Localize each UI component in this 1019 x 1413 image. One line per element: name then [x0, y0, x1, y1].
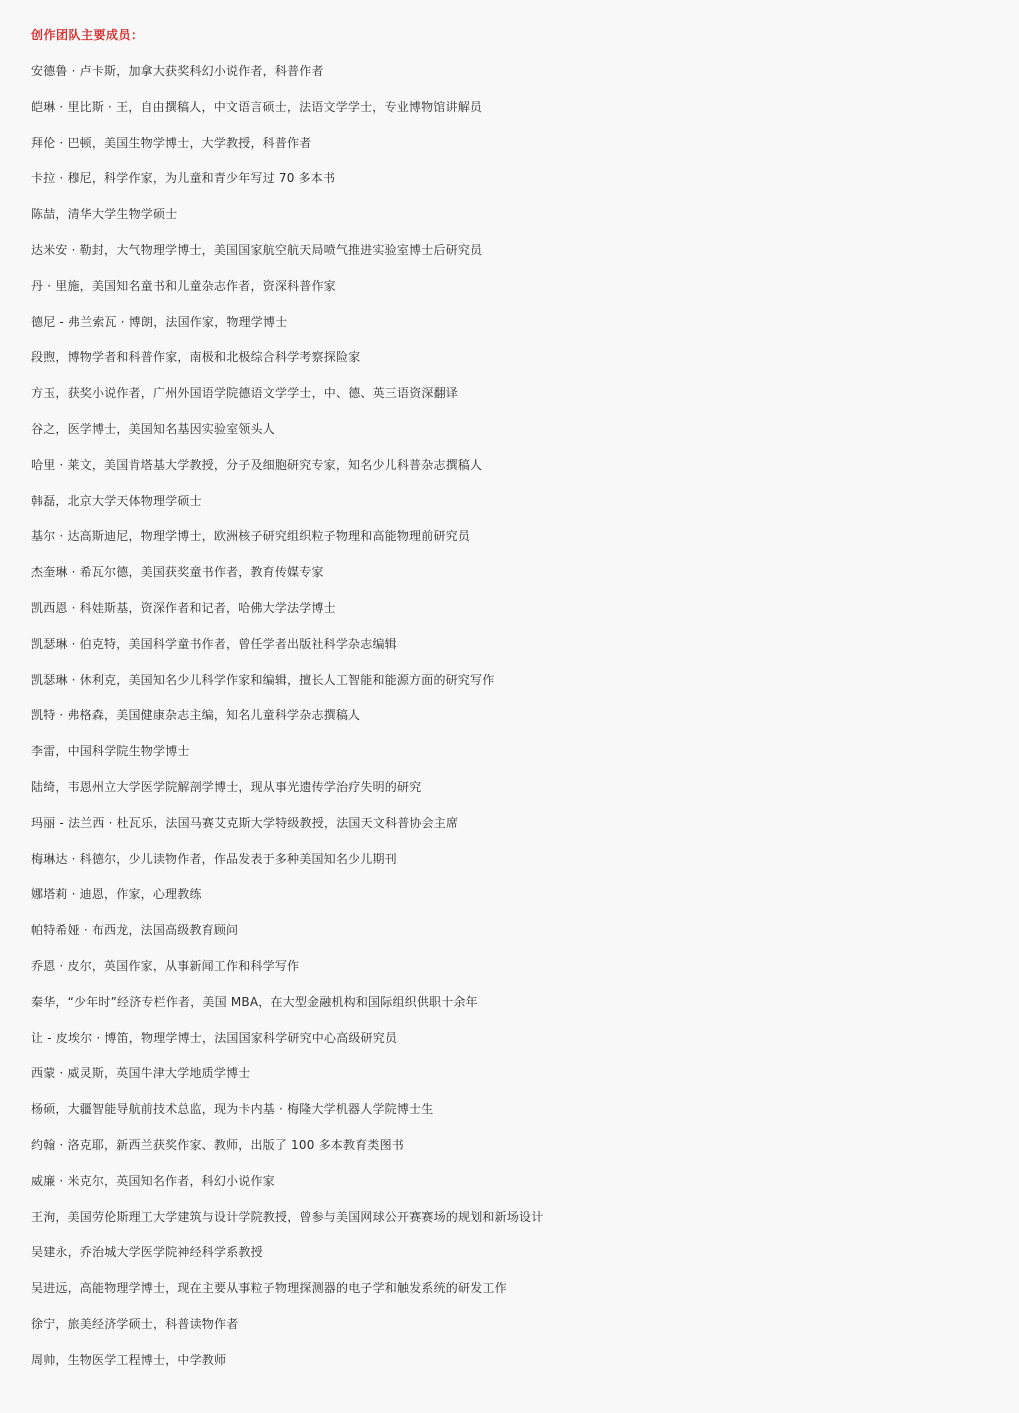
member-item: 威廉 · 米克尔，英国知名作者，科幻小说作家	[31, 1173, 275, 1188]
member-item: 段煦，博物学者和科普作家，南极和北极综合科学考察探险家	[31, 350, 361, 365]
member-item: 娜塔莉 · 迪恩，作家，心理教练	[31, 887, 202, 902]
member-item: 安德鲁 · 卢卡斯，加拿大获奖科幻小说作者，科普作者	[31, 64, 324, 78]
member-item: 皑琳 · 里比斯 · 王，自由撰稿人，中文语言硕士，法语文学学士，专业博物馆讲解员	[31, 99, 483, 114]
member-item: 韩磊，北京大学天体物理学硕士	[31, 493, 202, 508]
member-item: 凯瑟琳 · 休利克，美国知名少儿科学作家和编辑，擅长人工智能和能源方面的研究写作	[31, 672, 495, 687]
member-item: 卡拉 · 穆尼，科学作家，为儿童和青少年写过 70 多本书	[31, 171, 336, 186]
member-item: 方玉，获奖小说作者，广州外国语学院德语文学学士，中、德、英三语资深翻译	[31, 386, 459, 401]
member-item: 杰奎琳 · 希瓦尔德，美国获奖童书作者，教育传媒专家	[31, 565, 324, 580]
member-item: 梅琳达 · 科德尔，少儿读物作者，作品发表于多种美国知名少儿期刊	[31, 851, 397, 866]
member-item: 玛丽 - 法兰西 · 杜瓦乐，法国马赛艾克斯大学特级教授，法国天文科普协会主席	[31, 815, 459, 830]
member-item: 乔恩 · 皮尔，英国作家，从事新闻工作和科学写作	[31, 958, 300, 973]
member-item: 让 - 皮埃尔 · 博笛，物理学博士，法国国家科学研究中心高级研究员	[31, 1030, 398, 1045]
member-item: 哈里 · 莱文，美国肯塔基大学教授，分子及细胞研究专家，知名少儿科普杂志撰稿人	[31, 457, 483, 472]
member-item: 陈喆，清华大学生物学硕士	[31, 207, 178, 222]
member-item: 基尔 · 达高斯迪尼，物理学博士，欧洲核子研究组织粒子物理和高能物理前研究员	[31, 529, 471, 544]
member-item: 拜伦 · 巴顿，美国生物学博士，大学教授，科普作者	[31, 135, 312, 150]
member-item: 达米安 · 勒封，大气物理学博士，美国国家航空航天局喷气推进实验室博士后研究员	[31, 242, 483, 257]
member-item: 陆绮，韦恩州立大学医学院解剖学博士，现从事光遗传学治疗失明的研究	[31, 779, 422, 794]
member-item: 徐宁，旅美经济学硕士，科普读物作者	[31, 1316, 239, 1331]
member-item: 王洵，美国劳伦斯理工大学建筑与设计学院教授，曾参与美国网球公开赛赛场的规划和新场设计	[31, 1209, 544, 1224]
member-item: 吴进远，高能物理学博士，现在主要从事粒子物理探测器的电子学和触发系统的研发工作	[31, 1281, 507, 1296]
member-item: 周帅，生物医学工程博士，中学教师	[31, 1352, 227, 1367]
member-item: 丹 · 里施，美国知名童书和儿童杂志作者，资深科普作家	[31, 278, 336, 293]
member-item: 西蒙 · 威灵斯，英国牛津大学地质学博士	[31, 1066, 251, 1081]
member-item: 谷之，医学博士，美国知名基因实验室领头人	[31, 421, 276, 436]
member-item: 约翰 · 洛克耶，新西兰获奖作家、教师，出版了 100 多本教育类图书	[31, 1137, 404, 1152]
section-heading: 创作团队主要成员：	[31, 28, 144, 42]
member-item: 秦华，“少年时”经济专栏作者，美国 MBA，在大型金融机构和国际组织供职十余年	[31, 994, 478, 1009]
member-list	[31, 54, 1019, 1378]
member-item: 凯瑟琳 · 伯克特，美国科学童书作者，曾任学者出版社科学杂志编辑	[31, 636, 397, 651]
member-item: 凯西恩 · 科娃斯基，资深作者和记者，哈佛大学法学博士	[31, 600, 336, 615]
member-item: 凯特 · 弗格森，美国健康杂志主编，知名儿童科学杂志撰稿人	[31, 708, 361, 723]
member-item: 德尼 - 弗兰索瓦 · 博朗，法国作家，物理学博士	[31, 314, 288, 329]
member-item: 杨硕，大疆智能导航前技术总监，现为卡内基 · 梅隆大学机器人学院博士生	[31, 1102, 434, 1117]
member-item: 李雷，中国科学院生物学博士	[31, 744, 190, 759]
member-item: 吴建永，乔治城大学医学院神经科学系教授	[31, 1245, 263, 1260]
member-item: 帕特希娅 · 布西龙，法国高级教育顾问	[31, 923, 239, 938]
